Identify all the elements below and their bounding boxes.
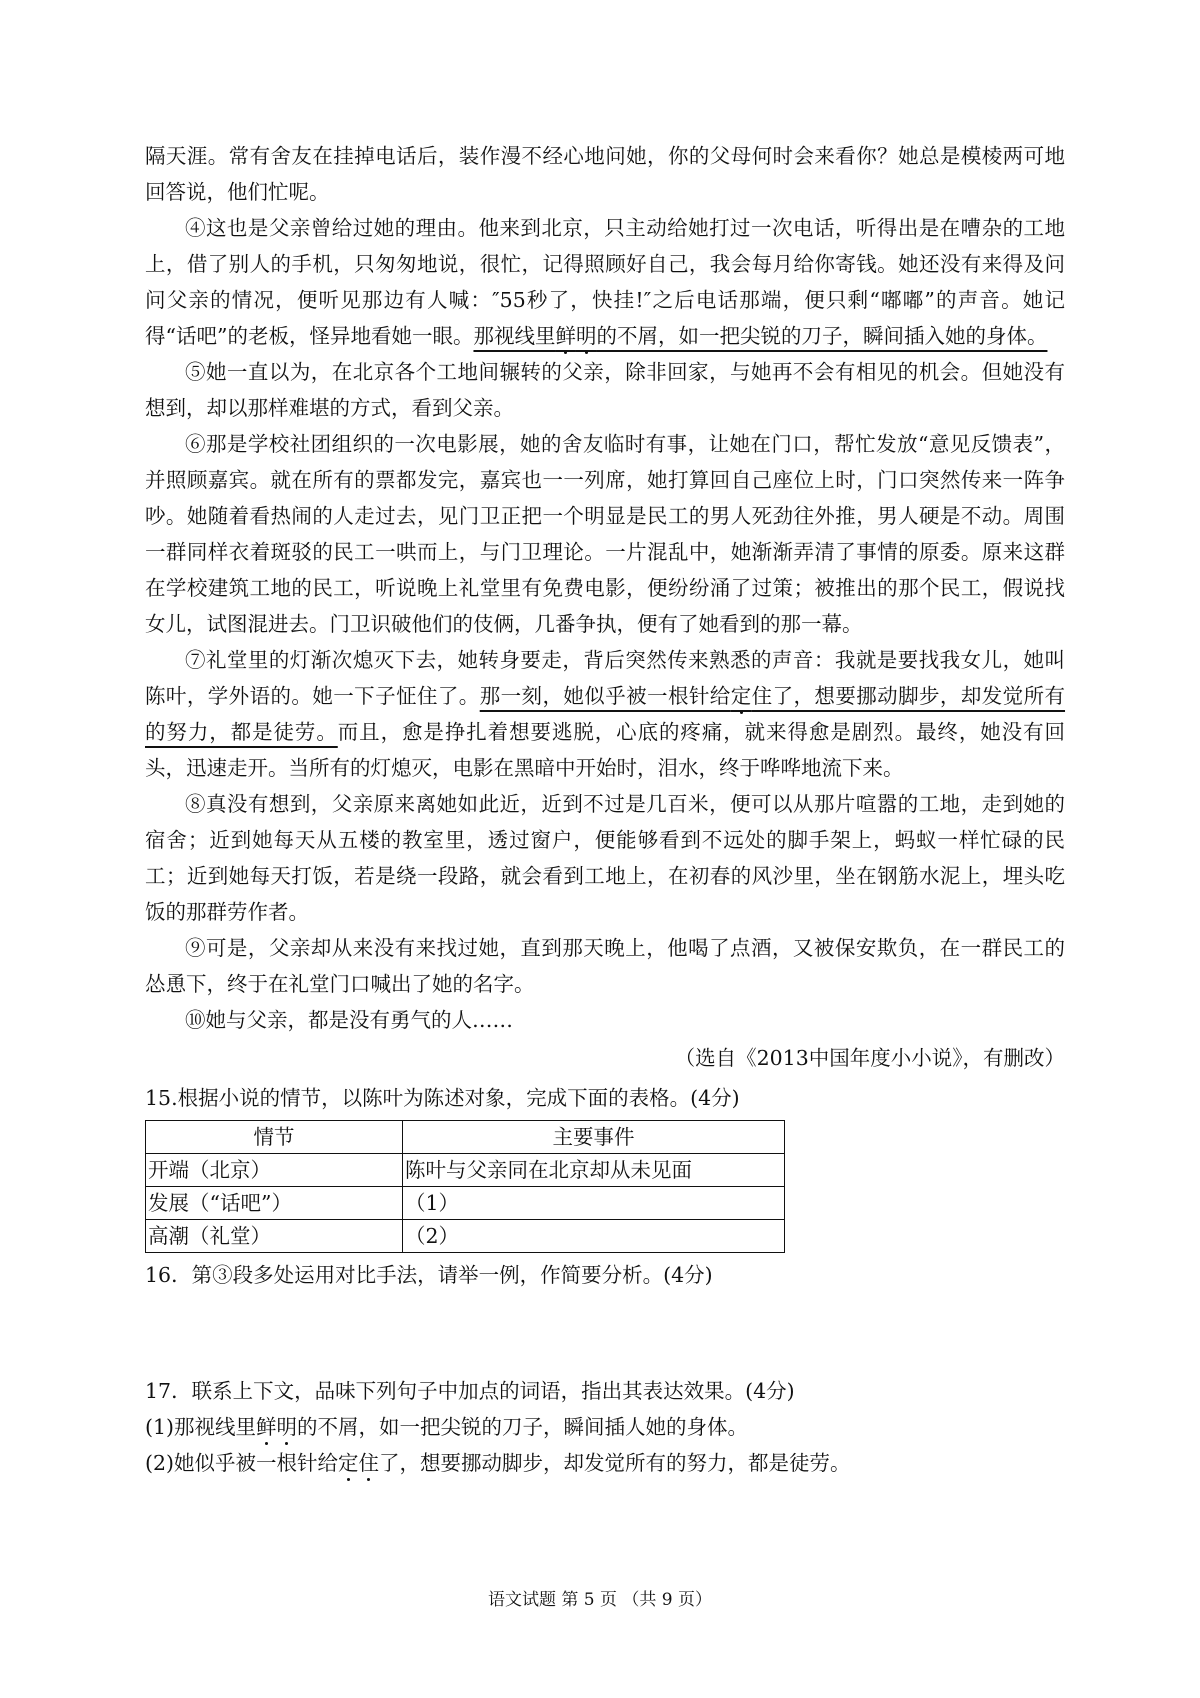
table-row xyxy=(146,1220,785,1253)
dotted-char: 定 xyxy=(338,1451,359,1475)
table-row xyxy=(146,1187,785,1220)
paragraph-4 xyxy=(145,210,1065,354)
table-row xyxy=(146,1154,785,1187)
item-text: 了，想要挪动脚步，却发觉所有的努力，都是徒劳。 xyxy=(379,1451,851,1475)
table-cell: 陈叶与父亲同在北京却从未见面 xyxy=(403,1154,785,1187)
paragraph-7 xyxy=(145,642,1065,786)
table-header: 情节 xyxy=(146,1121,403,1154)
paragraph-7-text-b: 而且，愈是挣扎着想要逃脱，心底的疼痛，就来得愈是剧烈。最终，她没有回头，迅速走开。当所有的灯熄灭，电影在黑暗中开始时，泪水，终于哗哗地流下来。 xyxy=(145,720,1065,780)
plot-table xyxy=(145,1120,785,1253)
question-16: 16．第③段多处运用对比手法，请举一例，作简要分析。(4分) xyxy=(145,1263,713,1287)
question-17: 17．联系上下文，品味下列句子中加点的词语，指出其表达效果。(4分) xyxy=(145,1379,795,1403)
source-citation: （选自《2013中国年度小小说》，有删改） xyxy=(674,1046,1065,1070)
page-footer: 语文试题 第 5 页 （共 9 页） xyxy=(487,1590,713,1610)
table-cell: 高潮（礼堂） xyxy=(146,1220,403,1253)
underlined-text: 住了，想要挪动脚步，却发觉所有的努力，都是徒劳。 xyxy=(145,684,1066,744)
paragraph-10: ⑩她与父亲，都是没有勇气的人…… xyxy=(185,1008,513,1032)
underlined-text: 那一刻，她似乎被一根针给 xyxy=(479,684,731,708)
dotted-char: 鲜 xyxy=(555,324,576,348)
paragraph-8: ⑧真没有想到，父亲原来离她如此近，近到不过是几百米，便可以从那片喧嚣的工地，走到她的宿舍；近到她每天从五楼的教室里，透过窗户，便能够看到不远处的脚手架上，蚂蚁一样忙碌的民工；近到她每天打饭，若是绕一段路，就会看到工地上，在初春的风沙里，坐在钢筋水泥上，埋头吃饭的那群劳作者。 xyxy=(145,792,1065,924)
paragraph-7-text: ⑦礼堂里的灯渐次熄灭下去，她转身要走，背后突然传来熟悉的声音：我就是要找我女儿，她叫陈叶，学外语的。她一下子怔住了。 xyxy=(145,648,1065,708)
dotted-char: 明 xyxy=(575,324,597,348)
table-header: 主要事件 xyxy=(403,1121,785,1154)
answer-cell[interactable]: （1） xyxy=(403,1187,785,1220)
item-text: 的不屑，如一把尖锐的刀子，瞬间插人她的身体。 xyxy=(297,1415,749,1439)
question-15: 15.根据小说的情节，以陈叶为陈述对象，完成下面的表格。(4分) xyxy=(145,1086,740,1110)
answer-cell[interactable]: （2） xyxy=(403,1220,785,1253)
underlined-text: 那视线里 xyxy=(473,324,556,348)
paragraph-4-text: ④这也是父亲曾给过她的理由。他来到北京，只主动给她打过一次电话，听得出是在嘈杂的工地上，借了别人的手机，只匆匆地说，很忙，记得照顾好自己，我会每月给你寄钱。她还没有来得及问问父亲的情况，便听见那边有人喊：″55秒了，快挂!″之后电话那端，便只剩“嘟嘟”的声音。她记得“话吧”的老板，怪异地看她一眼。 xyxy=(145,216,1065,348)
underlined-text: 的不屑，如一把尖锐的刀子，瞬间插入她的身体。 xyxy=(596,324,1048,348)
question-17-item-2 xyxy=(145,1445,1065,1481)
answer-space[interactable] xyxy=(145,1293,1065,1373)
table-cell: 开端（北京） xyxy=(146,1154,403,1187)
paragraph-6: ⑥那是学校社团组织的一次电影展，她的舍友临时有事，让她在门口，帮忙发放“意见反馈表”，并照顾嘉宾。就在所有的票都发完，嘉宾也一一列席，她打算回自己座位上时，门口突然传来一阵争吵。她随着看热闹的人走过去，见门卫正把一个明显是民工的男人死劲往外推，男人硬是不动。周围一群同样衣着斑驳的民工一哄而上，与门卫理论。一片混乱中，她渐渐弄清了事情的原委。原来这群在学校建筑工地的民工，听说晚上礼堂里有免费电影，便纷纷涌了过策；被推出的那个民工，假说找女儿，试图混进去。门卫识破他们的伎俩，几番争执，便有了她看到的那一幕。 xyxy=(145,432,1065,636)
underlined-sentence-1 xyxy=(473,324,1047,348)
paragraph-continued: 隔天涯。常有舍友在挂掉电话后，装作漫不经心地问她，你的父母何时会来看你？她总是模棱两可地回答说，他们忙呢。 xyxy=(145,144,1065,204)
paragraph-5: ⑤她一直以为，在北京各个工地间辗转的父亲，除非回家，与她再不会有相见的机会。但她没有想到，却以那样难堪的方式，看到父亲。 xyxy=(145,360,1065,420)
question-17-item-1 xyxy=(145,1409,1065,1445)
dotted-char: 鲜 xyxy=(256,1415,277,1439)
dotted-char: 明 xyxy=(276,1415,298,1439)
dotted-char: 住 xyxy=(358,1451,380,1475)
item-text: (1)那视线里 xyxy=(145,1415,257,1439)
item-text: (2)她似乎被一根针给 xyxy=(145,1451,339,1475)
paragraph-9: ⑨可是，父亲却从来没有来找过她，直到那天晚上，他喝了点酒，又被保安欺负，在一群民工的怂恿下，终于在礼堂门口喊出了她的名字。 xyxy=(145,936,1065,996)
exam-page xyxy=(145,138,1065,1481)
dotted-char: 定 xyxy=(730,684,752,708)
table-header-row xyxy=(146,1121,785,1154)
table-cell: 发展（“话吧”） xyxy=(146,1187,403,1220)
